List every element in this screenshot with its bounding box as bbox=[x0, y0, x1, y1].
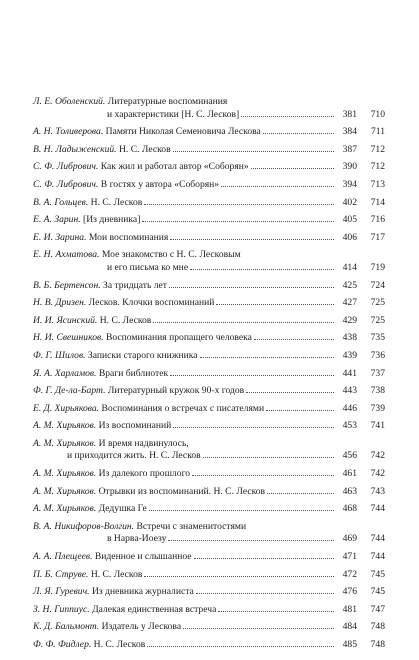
dot-leader bbox=[263, 133, 334, 134]
table-of-contents bbox=[33, 96, 385, 657]
toc-entry-line bbox=[33, 586, 385, 599]
entry-title: Мои воспоминания bbox=[88, 231, 169, 243]
entry-page-notes: 712 bbox=[370, 143, 385, 155]
entry-page-notes: 747 bbox=[370, 603, 385, 615]
entry-author: В. А. Гольцев. bbox=[33, 196, 89, 208]
entry-title: Воспоминания о встречах с писателями bbox=[101, 402, 265, 414]
entry-author: А. М. Хирьяков. bbox=[33, 468, 97, 480]
dot-leader bbox=[173, 151, 334, 152]
entry-author: А. М. Хирьяков. bbox=[33, 503, 97, 515]
toc-entry bbox=[33, 586, 385, 599]
dot-leader bbox=[266, 410, 334, 411]
dot-leader bbox=[221, 186, 334, 187]
dot-leader bbox=[170, 375, 334, 376]
toc-entry bbox=[33, 621, 385, 634]
toc-entry bbox=[33, 420, 385, 433]
entry-page-start: 456 bbox=[342, 450, 357, 462]
entry-title: Лесков. Клочки воспоминаний bbox=[88, 297, 215, 309]
entry-author: Е. А. Зарин. bbox=[33, 214, 81, 226]
entry-page-start: 481 bbox=[342, 603, 357, 615]
entry-page-notes: 736 bbox=[370, 349, 385, 361]
dot-leader bbox=[218, 611, 334, 612]
entry-page-notes: 713 bbox=[370, 178, 385, 190]
entry-author: П. Б. Струве. bbox=[33, 568, 89, 580]
toc-entry-line bbox=[33, 144, 385, 157]
toc-entry bbox=[33, 639, 385, 652]
toc-entry-line bbox=[33, 126, 385, 139]
entry-title: в Нарва-Иоезу bbox=[107, 533, 167, 545]
dot-leader bbox=[170, 239, 334, 240]
toc-entry bbox=[33, 126, 385, 139]
entry-title: Встречи с знаменитостями bbox=[136, 520, 247, 532]
entry-page-notes: 744 bbox=[370, 503, 385, 515]
toc-entry bbox=[33, 403, 385, 416]
entry-title: В гостях у автора «Соборян» bbox=[100, 178, 220, 190]
entry-page-start: 476 bbox=[342, 586, 357, 598]
entry-author: А. Н. Толиверова. bbox=[33, 126, 104, 138]
dot-leader bbox=[144, 204, 334, 205]
entry-page-notes: 717 bbox=[370, 231, 385, 243]
entry-title: Из воспоминаний bbox=[98, 420, 172, 432]
entry-author: Е. Д. Хирьякова. bbox=[33, 402, 100, 414]
entry-page-start: 472 bbox=[342, 568, 357, 580]
entry-author: З. Н. Гиппиус. bbox=[33, 603, 90, 615]
entry-author: Я. А. Харламов. bbox=[33, 367, 97, 379]
dot-leader bbox=[192, 475, 334, 476]
dot-leader bbox=[169, 287, 334, 288]
toc-entry-line bbox=[33, 420, 385, 433]
toc-entry bbox=[33, 280, 385, 293]
entry-author: Л. Я. Гуревич. bbox=[33, 586, 90, 598]
dot-leader bbox=[194, 558, 334, 559]
entry-author: Ф. Ф. Фидлер. bbox=[33, 639, 92, 650]
entry-page-notes: 737 bbox=[370, 367, 385, 379]
entry-author: Н. В. Дризен. bbox=[33, 297, 87, 309]
entry-page-notes: 719 bbox=[370, 261, 385, 273]
dot-leader bbox=[183, 628, 334, 629]
toc-entry bbox=[33, 197, 385, 210]
entry-title: и приходится жить. Н. С. Лесков bbox=[67, 450, 201, 462]
entry-title: За тридцать лет bbox=[103, 279, 167, 291]
entry-page-start: 468 bbox=[342, 503, 357, 515]
dot-leader bbox=[190, 269, 334, 270]
entry-title: Памяти Николая Семеновича Лескова bbox=[105, 126, 261, 138]
entry-title: Н. С. Лесков bbox=[90, 568, 143, 580]
toc-entry bbox=[33, 249, 385, 274]
entry-page-start: 414 bbox=[342, 261, 357, 273]
entry-author: А. М. Хирьяков. bbox=[33, 437, 97, 449]
entry-author: А. А. Плещеев. bbox=[33, 551, 93, 563]
entry-page-start: 390 bbox=[342, 161, 357, 173]
entry-page-notes: 724 bbox=[370, 279, 385, 291]
entry-page-notes: 712 bbox=[370, 161, 385, 173]
entry-title: Из далекого прошлого bbox=[98, 468, 191, 480]
toc-entry-line bbox=[33, 521, 385, 534]
entry-author: И. И. Ясинский. bbox=[33, 314, 98, 326]
entry-title: Н. С. Лесков bbox=[90, 196, 143, 208]
dot-leader bbox=[200, 357, 335, 358]
dot-leader bbox=[196, 593, 334, 594]
toc-entry bbox=[33, 604, 385, 617]
entry-page-start: 485 bbox=[342, 639, 357, 650]
toc-entry-line bbox=[33, 197, 385, 210]
entry-title: Литературный кружок 90-х годов bbox=[107, 385, 245, 397]
entry-page-notes: 742 bbox=[370, 468, 385, 480]
toc-entry-line bbox=[33, 280, 385, 293]
entry-author: Н. И. Свешников. bbox=[33, 332, 104, 344]
entry-author: В. Н. Ладыженский. bbox=[33, 143, 117, 155]
toc-entry bbox=[33, 468, 385, 481]
dot-leader bbox=[246, 392, 334, 393]
entry-title: Из дневника журналиста bbox=[91, 586, 194, 598]
entry-page-start: 461 bbox=[342, 468, 357, 480]
entry-page-start: 439 bbox=[342, 349, 357, 361]
toc-entry bbox=[33, 521, 385, 546]
toc-entry-line bbox=[33, 569, 385, 582]
entry-author: Ф. Г. Шилов. bbox=[33, 349, 86, 361]
entry-title: Отрывки из воспоминаний. Н. С. Лесков bbox=[98, 485, 266, 497]
toc-entry bbox=[33, 214, 385, 227]
toc-entry-line bbox=[33, 262, 385, 275]
dot-leader bbox=[241, 116, 334, 117]
entry-page-notes: 742 bbox=[370, 450, 385, 462]
entry-page-start: 425 bbox=[342, 279, 357, 291]
entry-page-start: 387 bbox=[342, 143, 357, 155]
toc-entry-line bbox=[33, 438, 385, 451]
entry-title: Литературные воспоминания bbox=[107, 96, 228, 107]
toc-entry-line bbox=[33, 297, 385, 310]
entry-page-start: 443 bbox=[342, 385, 357, 397]
entry-title: Как жил и работал автор «Соборян» bbox=[100, 161, 249, 173]
toc-entry-line bbox=[33, 109, 385, 122]
toc-entry-line bbox=[33, 368, 385, 381]
dot-leader bbox=[267, 493, 334, 494]
entry-title: Дедушка Ге bbox=[98, 503, 147, 515]
toc-entry-line bbox=[33, 639, 385, 652]
toc-entry-line bbox=[33, 161, 385, 174]
entry-title: Н. С. Лесков bbox=[99, 314, 152, 326]
entry-title: Н. С. Лесков bbox=[93, 639, 146, 650]
entry-page-notes: 714 bbox=[370, 196, 385, 208]
toc-entry bbox=[33, 486, 385, 499]
entry-page-notes: 725 bbox=[370, 297, 385, 309]
entry-author: Е. Н. Ахматова. bbox=[33, 249, 100, 261]
entry-page-start: 484 bbox=[342, 621, 357, 633]
toc-entry-line bbox=[33, 385, 385, 398]
entry-page-notes: 738 bbox=[370, 385, 385, 397]
toc-entry-line bbox=[33, 232, 385, 245]
entry-page-notes: 744 bbox=[370, 533, 385, 545]
entry-author: Л. Е. Оболенский. bbox=[33, 96, 106, 107]
toc-entry-line bbox=[33, 486, 385, 499]
toc-entry-line bbox=[33, 403, 385, 416]
entry-title: Издатель у Лескова bbox=[101, 621, 182, 633]
entry-author: В. А. Никифоров-Волгин. bbox=[33, 520, 135, 532]
entry-title: Враги библиотек bbox=[98, 367, 169, 379]
entry-page-start: 441 bbox=[342, 367, 357, 379]
entry-page-notes: 745 bbox=[370, 586, 385, 598]
toc-entry bbox=[33, 315, 385, 328]
entry-page-notes: 725 bbox=[370, 314, 385, 326]
entry-page-notes: 743 bbox=[370, 485, 385, 497]
toc-entry bbox=[33, 569, 385, 582]
toc-entry-line bbox=[33, 332, 385, 345]
dot-leader bbox=[203, 457, 334, 458]
toc-entry bbox=[33, 503, 385, 516]
toc-entry bbox=[33, 385, 385, 398]
entry-author: А. М. Хирьяков. bbox=[33, 420, 97, 432]
entry-page-start: 405 bbox=[342, 214, 357, 226]
toc-entry bbox=[33, 438, 385, 463]
entry-page-start: 429 bbox=[342, 314, 357, 326]
entry-page-notes: 710 bbox=[370, 108, 385, 120]
toc-entry-line bbox=[33, 249, 385, 262]
entry-author: А. М. Хирьяков. bbox=[33, 485, 97, 497]
dot-leader bbox=[216, 304, 334, 305]
toc-entry-line bbox=[33, 621, 385, 634]
entry-page-start: 469 bbox=[342, 533, 357, 545]
toc-entry bbox=[33, 368, 385, 381]
toc-entry-line bbox=[33, 214, 385, 227]
dot-leader bbox=[173, 427, 334, 428]
entry-page-start: 438 bbox=[342, 332, 357, 344]
entry-title: и характеристики [Н. С. Лесков] bbox=[107, 108, 240, 120]
entry-title: и его письма ко мне bbox=[107, 261, 189, 273]
entry-title: Далекая единственная встреча bbox=[92, 603, 217, 615]
entry-page-notes: 739 bbox=[370, 402, 385, 414]
entry-page-notes: 748 bbox=[370, 621, 385, 633]
dot-leader bbox=[251, 168, 334, 169]
entry-author: Е. И. Зарина. bbox=[33, 231, 87, 243]
toc-entry-line bbox=[33, 503, 385, 516]
entry-page-start: 406 bbox=[342, 231, 357, 243]
entry-page-start: 384 bbox=[342, 126, 357, 138]
toc-entry bbox=[33, 96, 385, 121]
dot-leader bbox=[153, 322, 334, 323]
entry-author: Ф. Г. Де-ла-Барт. bbox=[33, 385, 106, 397]
entry-title: Записки старого книжника bbox=[87, 349, 198, 361]
toc-entry bbox=[33, 144, 385, 157]
dot-leader bbox=[144, 576, 334, 577]
dot-leader bbox=[254, 339, 334, 340]
dot-leader bbox=[168, 540, 334, 541]
toc-entry bbox=[33, 297, 385, 310]
entry-author: С. Ф. Либрович. bbox=[33, 178, 99, 190]
toc-entry-line bbox=[33, 450, 385, 463]
entry-page-start: 394 bbox=[342, 178, 357, 190]
toc-entry-line bbox=[33, 179, 385, 192]
entry-page-start: 463 bbox=[342, 485, 357, 497]
toc-entry bbox=[33, 161, 385, 174]
dot-leader bbox=[147, 646, 334, 647]
entry-title: Н. С. Лесков bbox=[119, 143, 171, 155]
toc-entry-line bbox=[33, 551, 385, 564]
entry-title: [Из дневника] bbox=[83, 214, 141, 226]
toc-entry bbox=[33, 179, 385, 192]
dot-leader bbox=[149, 510, 334, 511]
entry-page-notes: 716 bbox=[370, 214, 385, 226]
entry-page-notes: 711 bbox=[370, 126, 385, 138]
entry-author: С. Ф. Либрович. bbox=[33, 161, 99, 173]
toc-entry-line bbox=[33, 468, 385, 481]
entry-author: К. Д. Бальмонт. bbox=[33, 621, 100, 633]
entry-title: Виденное и слышанное bbox=[94, 551, 192, 563]
entry-page-notes: 748 bbox=[370, 639, 385, 650]
entry-page-start: 453 bbox=[342, 420, 357, 432]
dot-leader bbox=[142, 221, 334, 222]
entry-page-notes: 745 bbox=[370, 568, 385, 580]
entry-author: В. Б. Бертенсон. bbox=[33, 279, 101, 291]
entry-title: Мое знакомство с Н. С. Лесковым bbox=[101, 249, 241, 261]
toc-entry-line bbox=[33, 350, 385, 363]
toc-entry bbox=[33, 232, 385, 245]
entry-page-start: 427 bbox=[342, 297, 357, 309]
toc-entry-line bbox=[33, 604, 385, 617]
toc-entry-line bbox=[33, 315, 385, 328]
toc-entry-line bbox=[33, 96, 385, 109]
toc-entry bbox=[33, 350, 385, 363]
entry-page-start: 446 bbox=[342, 402, 357, 414]
toc-entry bbox=[33, 332, 385, 345]
toc-entry-line bbox=[33, 533, 385, 546]
entry-title: И время надвинулось, bbox=[98, 437, 189, 449]
entry-page-start: 471 bbox=[342, 551, 357, 563]
entry-page-notes: 741 bbox=[370, 420, 385, 432]
entry-page-start: 402 bbox=[342, 196, 357, 208]
entry-page-notes: 744 bbox=[370, 551, 385, 563]
entry-page-notes: 735 bbox=[370, 332, 385, 344]
entry-page-start: 381 bbox=[342, 108, 357, 120]
toc-entry bbox=[33, 551, 385, 564]
entry-title: Воспоминания пропащего человека bbox=[105, 332, 252, 344]
